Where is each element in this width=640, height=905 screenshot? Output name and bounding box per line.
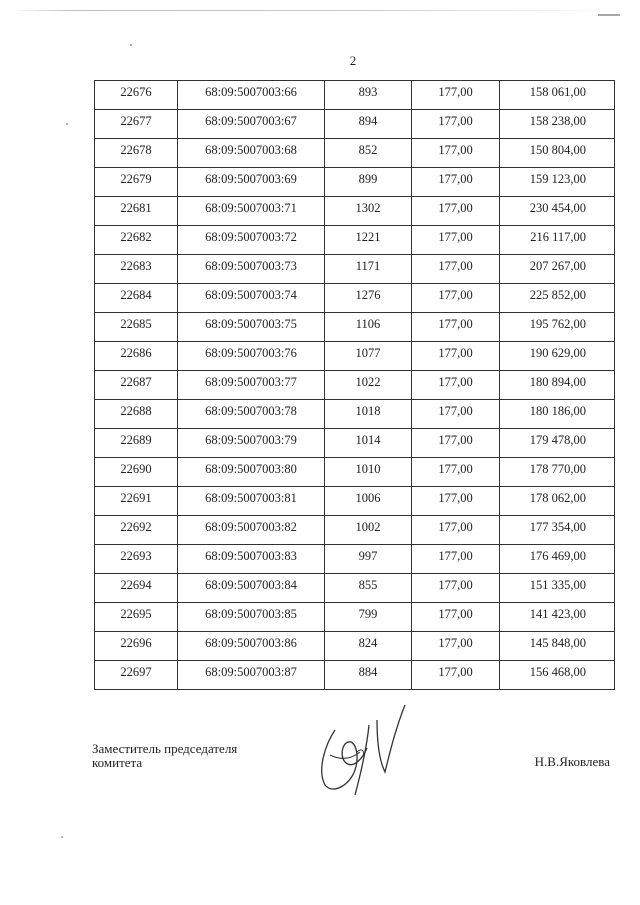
cadastral-number-cell: 68:09:5007003:76: [178, 342, 325, 371]
record-number-cell: 22692: [95, 516, 178, 545]
cadastral-number-cell: 68:09:5007003:87: [178, 661, 325, 690]
amount-cell: 179 478,00: [500, 429, 615, 458]
area-cell: 899: [325, 168, 412, 197]
record-number-cell: 22687: [95, 371, 178, 400]
record-number-cell: 22686: [95, 342, 178, 371]
area-cell: 884: [325, 661, 412, 690]
cadastral-number-cell: 68:09:5007003:74: [178, 284, 325, 313]
amount-cell: 150 804,00: [500, 139, 615, 168]
rate-cell: 177,00: [412, 632, 500, 661]
cadastral-number-cell: 68:09:5007003:80: [178, 458, 325, 487]
cadastral-number-cell: 68:09:5007003:79: [178, 429, 325, 458]
area-cell: 894: [325, 110, 412, 139]
record-number-cell: 22697: [95, 661, 178, 690]
table-row: [95, 226, 615, 255]
area-cell: 893: [325, 81, 412, 110]
table-row: [95, 400, 615, 429]
table-row: [95, 632, 615, 661]
area-cell: 1171: [325, 255, 412, 284]
rate-cell: 177,00: [412, 255, 500, 284]
area-cell: 1022: [325, 371, 412, 400]
record-number-cell: 22688: [95, 400, 178, 429]
cadastral-number-cell: 68:09:5007003:72: [178, 226, 325, 255]
record-number-cell: 22690: [95, 458, 178, 487]
area-cell: 997: [325, 545, 412, 574]
table-row: [95, 313, 615, 342]
amount-cell: 156 468,00: [500, 661, 615, 690]
scan-artifact-line: [10, 10, 610, 11]
rate-cell: 177,00: [412, 168, 500, 197]
area-cell: 799: [325, 603, 412, 632]
amount-cell: 177 354,00: [500, 516, 615, 545]
table-row: [95, 661, 615, 690]
amount-cell: 190 629,00: [500, 342, 615, 371]
page-number: 2: [349, 53, 357, 68]
scan-speck: [66, 123, 68, 125]
table-row: [95, 110, 615, 139]
scan-artifact-dash: [598, 14, 620, 16]
area-cell: 1106: [325, 313, 412, 342]
record-number-cell: 22689: [95, 429, 178, 458]
cadastral-number-cell: 68:09:5007003:81: [178, 487, 325, 516]
amount-cell: 151 335,00: [500, 574, 615, 603]
area-cell: 824: [325, 632, 412, 661]
area-cell: 1077: [325, 342, 412, 371]
area-cell: 1010: [325, 458, 412, 487]
record-number-cell: 22691: [95, 487, 178, 516]
rate-cell: 177,00: [412, 603, 500, 632]
rate-cell: 177,00: [412, 313, 500, 342]
cadastral-number-cell: 68:09:5007003:75: [178, 313, 325, 342]
cadastral-number-cell: 68:09:5007003:86: [178, 632, 325, 661]
amount-cell: 158 061,00: [500, 81, 615, 110]
record-number-cell: 22681: [95, 197, 178, 226]
record-number-cell: 22677: [95, 110, 178, 139]
area-cell: 1221: [325, 226, 412, 255]
amount-cell: 207 267,00: [500, 255, 615, 284]
rate-cell: 177,00: [412, 400, 500, 429]
cadastral-number-cell: 68:09:5007003:83: [178, 545, 325, 574]
signature-image: [305, 700, 415, 800]
cadastral-number-cell: 68:09:5007003:73: [178, 255, 325, 284]
record-number-cell: 22682: [95, 226, 178, 255]
table-row: [95, 342, 615, 371]
rate-cell: 177,00: [412, 81, 500, 110]
signer-title-line1: Заместитель председателя: [92, 741, 238, 756]
rate-cell: 177,00: [412, 197, 500, 226]
rate-cell: 177,00: [412, 284, 500, 313]
rate-cell: 177,00: [412, 545, 500, 574]
rate-cell: 177,00: [412, 458, 500, 487]
amount-cell: 176 469,00: [500, 545, 615, 574]
amount-cell: 178 062,00: [500, 487, 615, 516]
rate-cell: 177,00: [412, 487, 500, 516]
amount-cell: 180 894,00: [500, 371, 615, 400]
cadastral-number-cell: 68:09:5007003:77: [178, 371, 325, 400]
table-row: [95, 458, 615, 487]
signer-title: [92, 742, 237, 770]
rate-cell: 177,00: [412, 139, 500, 168]
amount-cell: 216 117,00: [500, 226, 615, 255]
area-cell: 1006: [325, 487, 412, 516]
table-row: [95, 603, 615, 632]
record-number-cell: 22693: [95, 545, 178, 574]
table-row: [95, 284, 615, 313]
area-cell: 1002: [325, 516, 412, 545]
rate-cell: 177,00: [412, 226, 500, 255]
record-number-cell: 22694: [95, 574, 178, 603]
table-row: [95, 545, 615, 574]
cadastral-number-cell: 68:09:5007003:67: [178, 110, 325, 139]
signer-name: Н.В.Яковлева: [534, 754, 610, 769]
scan-speck: [61, 836, 63, 838]
table-row: [95, 487, 615, 516]
record-number-cell: 22696: [95, 632, 178, 661]
rate-cell: 177,00: [412, 429, 500, 458]
area-cell: 1302: [325, 197, 412, 226]
cadastral-number-cell: 68:09:5007003:66: [178, 81, 325, 110]
cadastral-number-cell: 68:09:5007003:71: [178, 197, 325, 226]
record-number-cell: 22676: [95, 81, 178, 110]
area-cell: 855: [325, 574, 412, 603]
table-row: [95, 574, 615, 603]
rate-cell: 177,00: [412, 661, 500, 690]
area-cell: 1018: [325, 400, 412, 429]
signer-title-line2: комитета: [92, 755, 143, 770]
data-table: [94, 80, 615, 690]
amount-cell: 178 770,00: [500, 458, 615, 487]
rate-cell: 177,00: [412, 516, 500, 545]
record-number-cell: 22695: [95, 603, 178, 632]
amount-cell: 225 852,00: [500, 284, 615, 313]
cadastral-number-cell: 68:09:5007003:84: [178, 574, 325, 603]
amount-cell: 230 454,00: [500, 197, 615, 226]
record-number-cell: 22684: [95, 284, 178, 313]
amount-cell: 158 238,00: [500, 110, 615, 139]
table-row: [95, 81, 615, 110]
table-row: [95, 429, 615, 458]
cadastral-number-cell: 68:09:5007003:82: [178, 516, 325, 545]
table-row: [95, 197, 615, 226]
amount-cell: 145 848,00: [500, 632, 615, 661]
table-row: [95, 255, 615, 284]
cadastral-number-cell: 68:09:5007003:78: [178, 400, 325, 429]
record-number-cell: 22678: [95, 139, 178, 168]
rate-cell: 177,00: [412, 110, 500, 139]
table-body: [95, 81, 615, 690]
amount-cell: 195 762,00: [500, 313, 615, 342]
amount-cell: 180 186,00: [500, 400, 615, 429]
amount-cell: 159 123,00: [500, 168, 615, 197]
cadastral-number-cell: 68:09:5007003:68: [178, 139, 325, 168]
area-cell: 1276: [325, 284, 412, 313]
table-row: [95, 516, 615, 545]
table-row: [95, 371, 615, 400]
rate-cell: 177,00: [412, 574, 500, 603]
rate-cell: 177,00: [412, 371, 500, 400]
record-number-cell: 22679: [95, 168, 178, 197]
amount-cell: 141 423,00: [500, 603, 615, 632]
cadastral-number-cell: 68:09:5007003:85: [178, 603, 325, 632]
area-cell: 852: [325, 139, 412, 168]
scan-speck: [130, 44, 132, 46]
record-number-cell: 22683: [95, 255, 178, 284]
record-number-cell: 22685: [95, 313, 178, 342]
rate-cell: 177,00: [412, 342, 500, 371]
area-cell: 1014: [325, 429, 412, 458]
cadastral-number-cell: 68:09:5007003:69: [178, 168, 325, 197]
table-row: [95, 168, 615, 197]
table-row: [95, 139, 615, 168]
